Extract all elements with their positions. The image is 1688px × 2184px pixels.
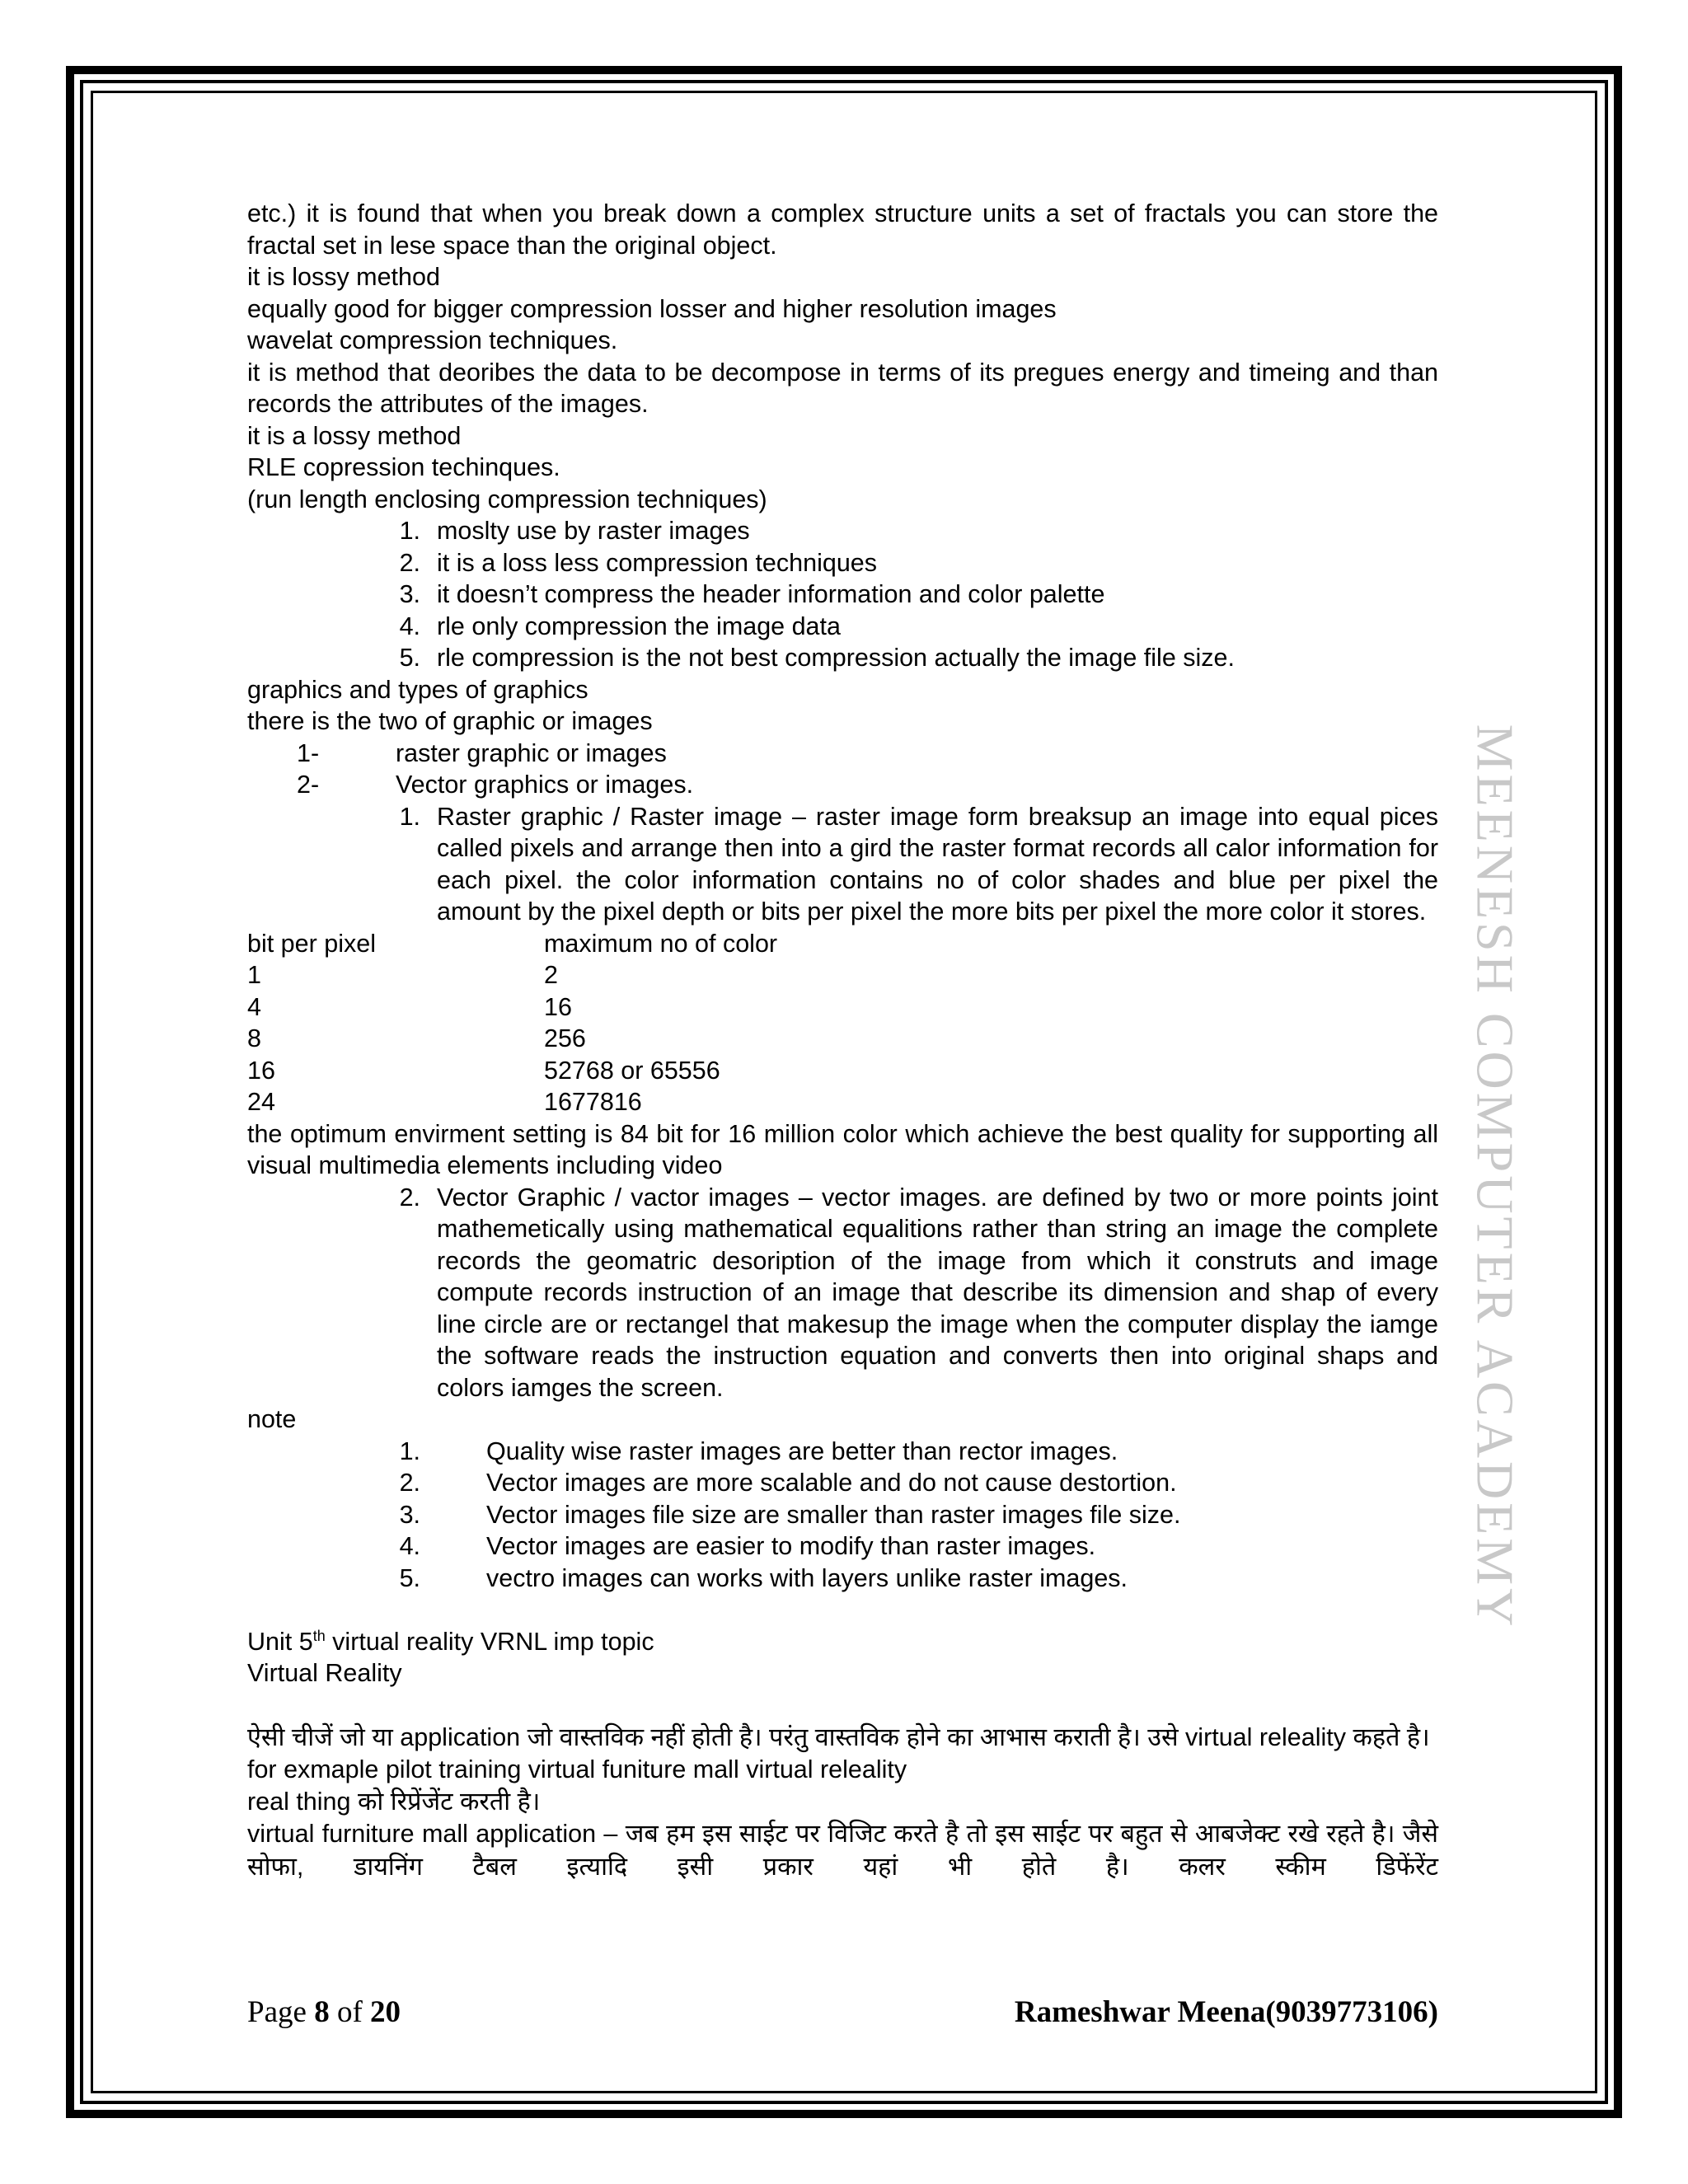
- list-item: 1. moslty use by raster images: [399, 517, 750, 545]
- list-item: 2- Vector graphics or images.: [297, 771, 694, 799]
- table-row: 4 16: [247, 992, 572, 1021]
- list-item: 1- raster graphic or images: [297, 738, 667, 767]
- paragraph: ऐसी चीजें जो या application जो वास्तविक नहीं होती है। परंतु वास्तविक होने का आभास कराती है। उसे virtual releality कहते है।: [247, 1723, 1430, 1751]
- paragraph: etc.) it is found that when you break down a complex structure units a set of fractals you can store the fractal set in lese space than the original object.: [247, 199, 1438, 260]
- text-line: it is lossy method: [247, 263, 440, 291]
- rle-list: [247, 515, 1438, 674]
- page-number: Page 8 of 20: [247, 1995, 401, 2029]
- list-item: 3. Vector images file size are smaller than raster images file size.: [399, 1500, 1181, 1529]
- text-line: there is the two of graphic or images: [247, 707, 653, 735]
- list-item: 2. Vector images are more scalable and do not cause destortion.: [399, 1469, 1177, 1497]
- author-credit: Rameshwar Meena(9039773106): [1014, 1995, 1438, 2029]
- text-line: graphics and types of graphics: [247, 675, 588, 704]
- vector-item: 2. Vector Graphic / vactor images – vector images. are defined by two or more points joint mathemetically using mathematical equalitions rather than string an image the complete records the geomatric desoription of the image from which it construts and image compute records instruction of an image that describe its dimension and shap of every line circle are or rectangel that makesup the image when the computer display the iamge the software reads the instruction equation and converts then into original shaps and colors iamges the screen.: [399, 1183, 1438, 1402]
- watermark: [1457, 400, 1531, 1953]
- section-heading: Virtual Reality: [247, 1659, 402, 1687]
- list-item: 1. Quality wise raster images are better than rector images.: [399, 1436, 1118, 1465]
- text-line: (run length enclosing compression techniques): [247, 485, 767, 513]
- watermark-text: MEENESH COMPUTER ACADEMY: [1465, 724, 1524, 1629]
- list-item: 5. vectro images can works with layers unlike raster images.: [399, 1563, 1128, 1592]
- table-row: 1 2: [247, 961, 558, 989]
- paragraph: the optimum envirment setting is 84 bit for 16 million color which achieve the best quality for supporting all visual multimedia elements including video: [247, 1119, 1438, 1179]
- text-line: for exmaple pilot training virtual funiture mall virtual releality: [247, 1755, 907, 1783]
- list-item: 5. rle compression is the not best compression actually the image file size.: [399, 644, 1235, 672]
- page-footer: [247, 1994, 1438, 2030]
- list-item: 3. it doesn’t compress the header information and color palette: [399, 580, 1105, 608]
- notes-list: [247, 1436, 1438, 1595]
- graphic-types-list: [247, 738, 1438, 801]
- text-line: note: [247, 1405, 297, 1433]
- table-header: bit per pixel maximum no of color: [247, 929, 778, 958]
- text-line: wavelat compression techniques.: [247, 326, 618, 354]
- table-row: 16 52768 or 65556: [247, 1056, 720, 1085]
- text-line: it is a lossy method: [247, 421, 462, 450]
- paragraph: virtual furniture mall application – जब हम इस साईट पर विजिट करते है तो इस साईट पर बहुत से आबजेक्ट रखे रहते है। जैसे सोफा, डायनिंग टैबल इत्यादि इसी प्रकार यहां भी होते है। कलर स्कीम डिफेंरेंट: [247, 1820, 1438, 1881]
- text-line: RLE copression techinques.: [247, 453, 560, 481]
- document-body: [247, 198, 1438, 1883]
- table-row: 24 1677816: [247, 1088, 642, 1116]
- text-line: real thing को रिप्रेंजेंट करती है।: [247, 1787, 541, 1816]
- list-item: 4. Vector images are easier to modify than raster images.: [399, 1532, 1096, 1560]
- table-row: 8 256: [247, 1024, 586, 1052]
- spacer: [247, 1594, 1438, 1626]
- spacer: [247, 1690, 1438, 1722]
- list-item: 4. rle only compression the image data: [399, 612, 841, 640]
- raster-item: 1. Raster graphic / Raster image – raster image form breaksup an image into equal pices called pixels and arrange then into a gird the raster format records all calor information for each pixel. the color information contains no of color shades and blue per pixel the amount by the pixel depth or bits per pixel the more bits per pixel the more color it stores.: [399, 802, 1438, 926]
- list-item: 2. it is a loss less compression techniques: [399, 548, 877, 577]
- paragraph: it is method that deoribes the data to be decompose in terms of its pregues energy and timeing and than records the attributes of the images.: [247, 358, 1438, 418]
- bits-table: [247, 928, 1438, 1118]
- unit-heading: Unit 5th virtual reality VRNL imp topic: [247, 1627, 654, 1656]
- text-line: equally good for bigger compression losser and higher resolution images: [247, 294, 1057, 323]
